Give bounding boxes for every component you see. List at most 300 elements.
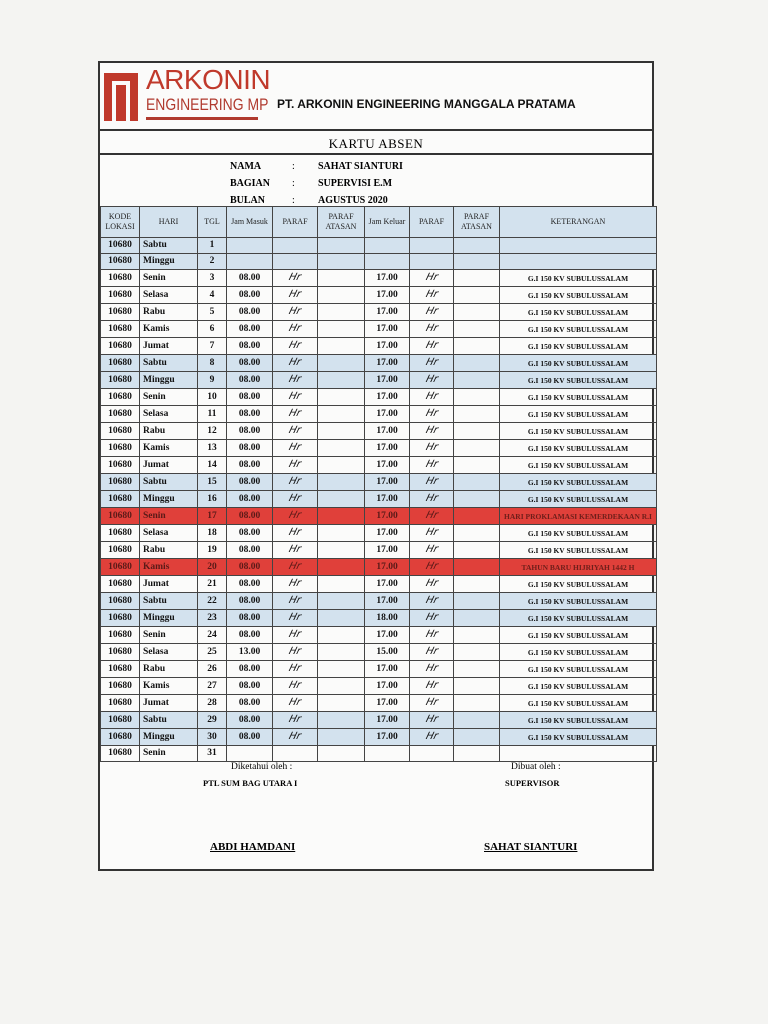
keterangan-cell: G.I 150 KV SUBULUSSALAM (500, 593, 657, 610)
info-row-nama (230, 158, 403, 175)
jam-masuk-cell: 08.00 (227, 491, 273, 508)
keterangan-cell: G.I 150 KV SUBULUSSALAM (500, 712, 657, 729)
paraf-masuk-cell (273, 304, 318, 321)
paraf-masuk-cell (273, 406, 318, 423)
jam-keluar-cell: 17.00 (365, 270, 410, 287)
paraf-masuk-cell (273, 287, 318, 304)
prepared-caption: Dibuat oleh : (511, 762, 561, 772)
jam-keluar-cell: 17.00 (365, 338, 410, 355)
signature-initials: Hr (287, 442, 303, 453)
signature-initials: Hr (424, 408, 439, 419)
paraf-atasan-cell (318, 238, 365, 254)
kode-cell: 10680 (101, 559, 140, 576)
signature-initials: Hr (424, 595, 439, 606)
hari-cell: Jumat (140, 338, 198, 355)
keterangan-cell: G.I 150 KV SUBULUSSALAM (500, 423, 657, 440)
jam-keluar-cell: 18.00 (365, 610, 410, 627)
paraf-atasan-cell (454, 610, 500, 627)
col-header: Jam Keluar (365, 207, 410, 238)
signature-initials: Hr (287, 578, 303, 589)
paraf-keluar-cell (410, 712, 454, 729)
keterangan-cell: G.I 150 KV SUBULUSSALAM (500, 440, 657, 457)
paraf-masuk-cell (273, 644, 318, 661)
signature-initials: Hr (424, 374, 439, 385)
signature-initials: Hr (424, 527, 439, 538)
tgl-cell: 17 (198, 508, 227, 525)
keterangan-cell (500, 254, 657, 270)
signature-initials: Hr (424, 680, 439, 691)
paraf-atasan-cell (454, 321, 500, 338)
kode-cell: 10680 (101, 542, 140, 559)
paraf-atasan-cell (454, 270, 500, 287)
paraf-atasan-cell (454, 746, 500, 762)
keterangan-cell: G.I 150 KV SUBULUSSALAM (500, 338, 657, 355)
hari-cell: Rabu (140, 542, 198, 559)
paraf-atasan-cell (454, 474, 500, 491)
signature-initials: Hr (287, 629, 303, 640)
jam-masuk-cell: 08.00 (227, 406, 273, 423)
table-header-row (101, 207, 657, 238)
paraf-atasan-cell (454, 389, 500, 406)
paraf-masuk-cell (273, 576, 318, 593)
paraf-atasan-cell (318, 695, 365, 712)
paraf-masuk-cell (273, 457, 318, 474)
jam-keluar-cell: 17.00 (365, 525, 410, 542)
keterangan-cell: G.I 150 KV SUBULUSSALAM (500, 270, 657, 287)
table-row (101, 678, 657, 695)
hari-cell: Minggu (140, 254, 198, 270)
kode-cell: 10680 (101, 287, 140, 304)
jam-keluar-cell: 17.00 (365, 321, 410, 338)
table-row (101, 661, 657, 678)
jam-keluar-cell: 17.00 (365, 389, 410, 406)
paraf-atasan-cell (318, 576, 365, 593)
hari-cell: Minggu (140, 610, 198, 627)
paraf-atasan-cell (318, 525, 365, 542)
paraf-masuk-cell (273, 542, 318, 559)
paraf-atasan-cell (318, 440, 365, 457)
signature-initials: Hr (424, 646, 439, 657)
paraf-atasan-cell (318, 661, 365, 678)
hari-cell: Jumat (140, 457, 198, 474)
jam-keluar-cell: 17.00 (365, 542, 410, 559)
signature-initials: Hr (287, 323, 303, 334)
signature-initials: Hr (287, 289, 303, 300)
paraf-keluar-cell (410, 270, 454, 287)
hari-cell: Rabu (140, 661, 198, 678)
table-row (101, 254, 657, 270)
paraf-keluar-cell (410, 525, 454, 542)
bulan-label: BULAN (230, 195, 266, 206)
signature-initials: Hr (287, 527, 303, 538)
jam-keluar-cell: 17.00 (365, 304, 410, 321)
keterangan-cell: G.I 150 KV SUBULUSSALAM (500, 321, 657, 338)
jam-masuk-cell: 13.00 (227, 644, 273, 661)
paraf-keluar-cell (410, 559, 454, 576)
hari-cell: Senin (140, 627, 198, 644)
paraf-atasan-cell (318, 610, 365, 627)
jam-masuk-cell: 08.00 (227, 559, 273, 576)
tgl-cell: 9 (198, 372, 227, 389)
tgl-cell: 6 (198, 321, 227, 338)
paraf-keluar-cell (410, 593, 454, 610)
paraf-atasan-cell (454, 542, 500, 559)
hari-cell: Kamis (140, 559, 198, 576)
table-row (101, 542, 657, 559)
table-row (101, 491, 657, 508)
signature-initials: Hr (424, 289, 439, 300)
paraf-atasan-cell (454, 576, 500, 593)
jam-masuk-cell: 08.00 (227, 372, 273, 389)
table-row (101, 644, 657, 661)
jam-keluar-cell: 17.00 (365, 729, 410, 746)
signature-initials: Hr (424, 544, 439, 555)
signature-initials: Hr (424, 272, 439, 283)
jam-masuk-cell: 08.00 (227, 712, 273, 729)
paraf-masuk-cell (273, 321, 318, 338)
tgl-cell: 18 (198, 525, 227, 542)
hari-cell: Kamis (140, 440, 198, 457)
signature-initials: Hr (287, 493, 303, 504)
paraf-atasan-cell (454, 559, 500, 576)
keterangan-cell: G.I 150 KV SUBULUSSALAM (500, 729, 657, 746)
hari-cell: Minggu (140, 729, 198, 746)
colon: : (292, 195, 295, 206)
paraf-masuk-cell (273, 678, 318, 695)
paraf-atasan-cell (318, 644, 365, 661)
tgl-cell: 19 (198, 542, 227, 559)
hari-cell: Senin (140, 508, 198, 525)
jam-masuk-cell (227, 238, 273, 254)
hari-cell: Jumat (140, 695, 198, 712)
signature-initials: Hr (287, 459, 303, 470)
paraf-atasan-cell (318, 627, 365, 644)
hari-cell: Sabtu (140, 474, 198, 491)
signature-initials: Hr (287, 646, 303, 657)
table-row (101, 593, 657, 610)
keterangan-cell: G.I 150 KV SUBULUSSALAM (500, 355, 657, 372)
hari-cell: Sabtu (140, 238, 198, 254)
bagian-label: BAGIAN (230, 178, 271, 189)
paraf-atasan-cell (318, 491, 365, 508)
kode-cell: 10680 (101, 695, 140, 712)
keterangan-cell: TAHUN BARU HIJRIYAH 1442 H (500, 559, 657, 576)
jam-masuk-cell: 08.00 (227, 304, 273, 321)
jam-keluar-cell: 17.00 (365, 474, 410, 491)
paraf-keluar-cell (410, 661, 454, 678)
tgl-cell: 2 (198, 254, 227, 270)
kode-cell: 10680 (101, 457, 140, 474)
jam-masuk-cell: 08.00 (227, 542, 273, 559)
tgl-cell: 24 (198, 627, 227, 644)
paraf-keluar-cell (410, 474, 454, 491)
jam-keluar-cell: 17.00 (365, 491, 410, 508)
col-header: PARAF ATASAN (454, 207, 500, 238)
kode-cell: 10680 (101, 644, 140, 661)
jam-keluar-cell (365, 254, 410, 270)
kode-cell: 10680 (101, 355, 140, 372)
paraf-atasan-cell (454, 406, 500, 423)
paraf-keluar-cell (410, 610, 454, 627)
hari-cell: Kamis (140, 321, 198, 338)
table-row (101, 372, 657, 389)
paraf-atasan-cell (454, 338, 500, 355)
jam-masuk-cell: 08.00 (227, 508, 273, 525)
paraf-masuk-cell (273, 525, 318, 542)
paraf-masuk-cell (273, 746, 318, 762)
tgl-cell: 31 (198, 746, 227, 762)
acknowledged-role: PTL SUM BAG UTARA I (203, 778, 298, 788)
jam-masuk-cell: 08.00 (227, 627, 273, 644)
keterangan-cell: G.I 150 KV SUBULUSSALAM (500, 406, 657, 423)
bulan-value: AGUSTUS 2020 (318, 195, 388, 206)
kode-cell: 10680 (101, 508, 140, 525)
paraf-atasan-cell (318, 389, 365, 406)
paraf-keluar-cell (410, 491, 454, 508)
signature-initials: Hr (287, 272, 303, 283)
paraf-keluar-cell (410, 729, 454, 746)
signature-initials: Hr (424, 391, 439, 402)
paraf-keluar-cell (410, 238, 454, 254)
signature-initials: Hr (424, 629, 439, 640)
tgl-cell: 7 (198, 338, 227, 355)
jam-keluar-cell (365, 238, 410, 254)
keterangan-cell: G.I 150 KV SUBULUSSALAM (500, 525, 657, 542)
jam-masuk-cell: 08.00 (227, 695, 273, 712)
jam-keluar-cell: 17.00 (365, 406, 410, 423)
table-row (101, 746, 657, 762)
logo-underline (146, 117, 258, 120)
signature-initials: Hr (424, 306, 439, 317)
signature-initials: Hr (424, 731, 439, 742)
paraf-masuk-cell (273, 270, 318, 287)
tgl-cell: 16 (198, 491, 227, 508)
paraf-atasan-cell (318, 423, 365, 440)
kode-cell: 10680 (101, 321, 140, 338)
hari-cell: Selasa (140, 525, 198, 542)
jam-masuk-cell: 08.00 (227, 678, 273, 695)
paraf-atasan-cell (318, 270, 365, 287)
tgl-cell: 5 (198, 304, 227, 321)
tgl-cell: 20 (198, 559, 227, 576)
paraf-atasan-cell (454, 729, 500, 746)
signature-initials: Hr (287, 561, 303, 572)
paraf-keluar-cell (410, 389, 454, 406)
paraf-atasan-cell (454, 287, 500, 304)
paraf-masuk-cell (273, 474, 318, 491)
hari-cell: Rabu (140, 304, 198, 321)
signature-initials: Hr (424, 663, 439, 674)
tgl-cell: 12 (198, 423, 227, 440)
paraf-atasan-cell (454, 644, 500, 661)
signature-initials: Hr (287, 680, 303, 691)
paraf-atasan-cell (454, 508, 500, 525)
hari-cell: Minggu (140, 491, 198, 508)
info-row-bagian (230, 175, 403, 192)
col-header: HARI (140, 207, 198, 238)
jam-masuk-cell: 08.00 (227, 270, 273, 287)
paraf-keluar-cell (410, 372, 454, 389)
jam-keluar-cell: 17.00 (365, 678, 410, 695)
signature-initials: Hr (424, 493, 439, 504)
keterangan-cell: G.I 150 KV SUBULUSSALAM (500, 372, 657, 389)
table-row (101, 559, 657, 576)
divider (100, 129, 652, 131)
tgl-cell: 25 (198, 644, 227, 661)
signature-initials: Hr (424, 425, 439, 436)
hari-cell: Senin (140, 389, 198, 406)
table-row (101, 287, 657, 304)
nama-label: NAMA (230, 161, 262, 172)
bagian-value: SUPERVISI E.M (318, 178, 393, 189)
tgl-cell: 3 (198, 270, 227, 287)
company-logo (100, 65, 280, 125)
table-row (101, 304, 657, 321)
kode-cell: 10680 (101, 525, 140, 542)
paraf-keluar-cell (410, 254, 454, 270)
kode-cell: 10680 (101, 661, 140, 678)
kode-cell: 10680 (101, 440, 140, 457)
tgl-cell: 10 (198, 389, 227, 406)
hari-cell: Minggu (140, 372, 198, 389)
hari-cell: Sabtu (140, 355, 198, 372)
table-row (101, 440, 657, 457)
paraf-masuk-cell (273, 238, 318, 254)
keterangan-cell: G.I 150 KV SUBULUSSALAM (500, 457, 657, 474)
paraf-atasan-cell (454, 712, 500, 729)
jam-masuk-cell: 08.00 (227, 321, 273, 338)
kode-cell: 10680 (101, 270, 140, 287)
tgl-cell: 1 (198, 238, 227, 254)
jam-masuk-cell: 08.00 (227, 389, 273, 406)
signature-initials: Hr (287, 595, 303, 606)
keterangan-cell: G.I 150 KV SUBULUSSALAM (500, 491, 657, 508)
kode-cell: 10680 (101, 254, 140, 270)
paraf-keluar-cell (410, 287, 454, 304)
paraf-keluar-cell (410, 508, 454, 525)
jam-masuk-cell (227, 746, 273, 762)
jam-masuk-cell: 08.00 (227, 355, 273, 372)
kode-cell: 10680 (101, 610, 140, 627)
paraf-atasan-cell (318, 372, 365, 389)
kode-cell: 10680 (101, 678, 140, 695)
signature-initials: Hr (424, 578, 439, 589)
signature-initials: Hr (424, 714, 439, 725)
signature-initials: Hr (287, 510, 303, 521)
kode-cell: 10680 (101, 729, 140, 746)
signature-initials: Hr (424, 612, 439, 623)
jam-masuk-cell: 08.00 (227, 423, 273, 440)
keterangan-cell: G.I 150 KV SUBULUSSALAM (500, 389, 657, 406)
jam-keluar-cell: 17.00 (365, 695, 410, 712)
paraf-atasan-cell (318, 355, 365, 372)
paraf-masuk-cell (273, 423, 318, 440)
tgl-cell: 11 (198, 406, 227, 423)
signature-initials: Hr (287, 476, 303, 487)
jam-keluar-cell: 17.00 (365, 661, 410, 678)
signature-initials: Hr (287, 663, 303, 674)
paraf-atasan-cell (318, 508, 365, 525)
table-row (101, 270, 657, 287)
col-header: PARAF ATASAN (318, 207, 365, 238)
signature-initials: Hr (424, 357, 439, 368)
table-row (101, 576, 657, 593)
jam-keluar-cell (365, 746, 410, 762)
kode-cell: 10680 (101, 304, 140, 321)
hari-cell: Selasa (140, 644, 198, 661)
signature-initials: Hr (424, 340, 439, 351)
keterangan-cell: G.I 150 KV SUBULUSSALAM (500, 644, 657, 661)
keterangan-cell: G.I 150 KV SUBULUSSALAM (500, 576, 657, 593)
paraf-atasan-cell (454, 678, 500, 695)
table-row (101, 238, 657, 254)
paraf-atasan-cell (318, 593, 365, 610)
keterangan-cell: G.I 150 KV SUBULUSSALAM (500, 627, 657, 644)
kode-cell: 10680 (101, 593, 140, 610)
tgl-cell: 27 (198, 678, 227, 695)
jam-keluar-cell: 17.00 (365, 593, 410, 610)
signature-initials: Hr (424, 697, 439, 708)
jam-masuk-cell: 08.00 (227, 338, 273, 355)
paraf-keluar-cell (410, 627, 454, 644)
signature-initials: Hr (287, 714, 303, 725)
paraf-masuk-cell (273, 661, 318, 678)
tgl-cell: 8 (198, 355, 227, 372)
signature-initials: Hr (287, 697, 303, 708)
tgl-cell: 22 (198, 593, 227, 610)
paraf-atasan-cell (454, 254, 500, 270)
tgl-cell: 14 (198, 457, 227, 474)
signature-initials: Hr (424, 510, 439, 521)
signature-initials: Hr (287, 408, 303, 419)
tgl-cell: 23 (198, 610, 227, 627)
kode-cell: 10680 (101, 627, 140, 644)
table-body (101, 238, 657, 762)
signature-initials: Hr (287, 340, 303, 351)
jam-keluar-cell: 17.00 (365, 627, 410, 644)
tgl-cell: 30 (198, 729, 227, 746)
paraf-keluar-cell (410, 355, 454, 372)
paraf-atasan-cell (454, 593, 500, 610)
paraf-atasan-cell (454, 423, 500, 440)
paraf-masuk-cell (273, 389, 318, 406)
jam-keluar-cell: 17.00 (365, 440, 410, 457)
jam-keluar-cell: 17.00 (365, 508, 410, 525)
colon: : (292, 178, 295, 189)
paraf-atasan-cell (318, 254, 365, 270)
paraf-keluar-cell (410, 406, 454, 423)
hari-cell: Selasa (140, 406, 198, 423)
tgl-cell: 21 (198, 576, 227, 593)
keterangan-cell: G.I 150 KV SUBULUSSALAM (500, 678, 657, 695)
paraf-masuk-cell (273, 593, 318, 610)
jam-masuk-cell: 08.00 (227, 474, 273, 491)
kode-cell: 10680 (101, 389, 140, 406)
tgl-cell: 15 (198, 474, 227, 491)
keterangan-cell: G.I 150 KV SUBULUSSALAM (500, 474, 657, 491)
col-header: KETERANGAN (500, 207, 657, 238)
table-row (101, 712, 657, 729)
table-row (101, 423, 657, 440)
jam-keluar-cell: 17.00 (365, 355, 410, 372)
divider (100, 153, 652, 155)
acknowledged-name: ABDI HAMDANI (210, 841, 296, 853)
paraf-keluar-cell (410, 321, 454, 338)
paraf-atasan-cell (318, 542, 365, 559)
acknowledged-caption: Diketahui oleh : (231, 762, 293, 772)
hari-cell: Rabu (140, 423, 198, 440)
paraf-atasan-cell (454, 491, 500, 508)
